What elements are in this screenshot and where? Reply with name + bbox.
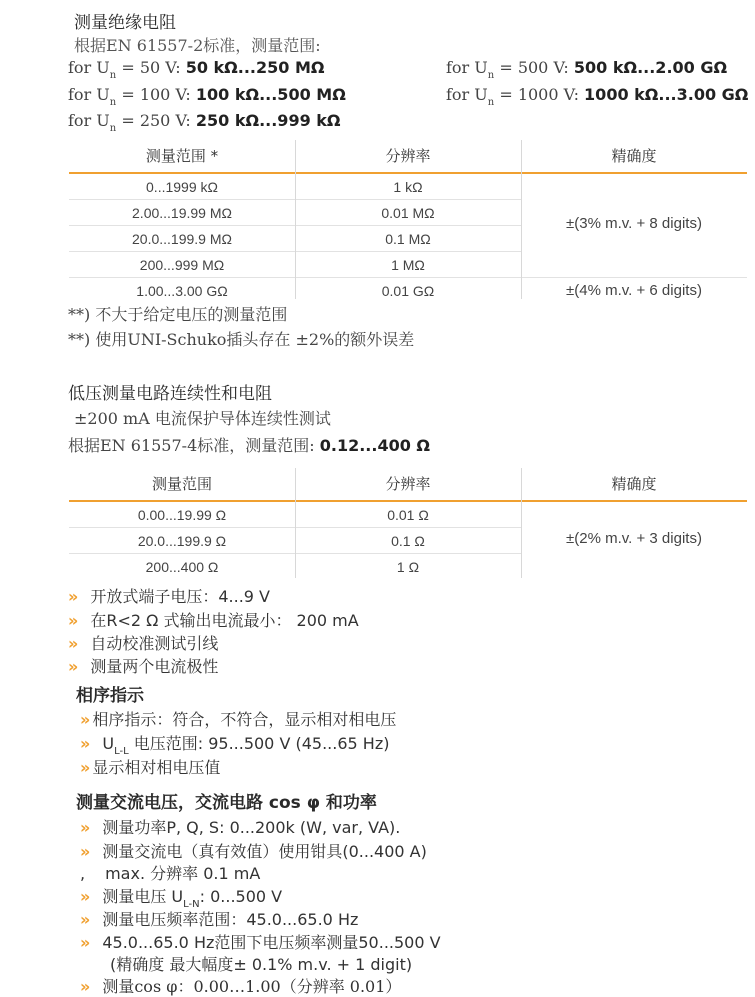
- ac-title: 测量交流电压，交流电路 cos φ 和功率: [76, 793, 377, 813]
- cell-range: 20.0...199.9 MΩ: [132, 231, 232, 247]
- cell-resolution: 1 kΩ: [393, 179, 423, 195]
- column-divider: [295, 140, 296, 299]
- cell-resolution: 0.1 MΩ: [385, 231, 431, 247]
- note-1: **) 不大于给定电压的测量范围: [68, 305, 288, 324]
- continuity-line2: 根据EN 61557-4标准，测量范围: 0.12...400 Ω: [68, 436, 431, 455]
- insulation-range-500v: for $U_n = 500$ V: 500 kΩ...2.00 GΩ: [446, 58, 728, 81]
- list-item-continuation: , max. 分辨率 0.1 mA: [80, 864, 261, 883]
- list-item: » 45.0...65.0 Hz范围下电压频率测量50...500 V: [80, 933, 441, 952]
- column-divider: [521, 468, 522, 578]
- list-item: » 测量功率P, Q, S: 0...200k (W, var, VA).: [80, 818, 401, 837]
- cell-accuracy-merged: ±(3% m.v. + 8 digits): [566, 215, 702, 232]
- list-item-continuation: (精确度 最大幅度± 0.1% m.v. + 1 digit): [110, 955, 413, 974]
- table-row: [69, 278, 747, 303]
- insulation-standard: 根据EN 61557-2标准，测量范围:: [74, 36, 321, 55]
- table-header: [69, 140, 747, 174]
- cell-range: 1.00...3.00 GΩ: [136, 283, 228, 299]
- cell-range: 2.00...19.99 MΩ: [132, 205, 232, 221]
- insulation-range-1000v: for $U_n = 1000$ V: 1000 kΩ...3.00 GΩ: [446, 85, 749, 108]
- phase-title: 相序指示: [76, 686, 144, 706]
- cell-range: 200...999 MΩ: [139, 257, 225, 273]
- list-item: » 显示相对相电压值: [80, 758, 221, 777]
- insulation-range-50v: for $U_n = 50$ V: 50 kΩ...250 MΩ: [68, 58, 325, 81]
- insulation-range-100v: for $U_n = 100$ V: 100 kΩ...500 MΩ: [68, 85, 346, 108]
- header-resolution: 分辨率: [385, 147, 431, 165]
- column-divider: [521, 140, 522, 299]
- list-item: » 测量电压频率范围：45.0...65.0 Hz: [80, 910, 359, 929]
- note-2: **) 使用UNI-Schuko插头存在 ±2%的额外误差: [68, 330, 415, 349]
- insulation-range-250v: for $U_n = 250$ V: 250 kΩ...999 kΩ: [68, 111, 341, 134]
- list-item: » 测量交流电（真有效值）使用钳具(0...400 A): [80, 842, 427, 861]
- cell-range: 200...400 Ω: [145, 559, 219, 575]
- list-item: » 测量cos φ：0.00…1.00（分辨率 0.01）: [80, 977, 402, 996]
- header-range: 测量范围: [151, 475, 212, 493]
- column-divider: [295, 468, 296, 578]
- list-item: » 测量电压 $U_{L-N}$: 0...500 V: [80, 887, 283, 910]
- cell-resolution: 1 MΩ: [391, 257, 425, 273]
- cell-accuracy: ±(4% m.v. + 6 digits): [566, 282, 702, 299]
- cell-resolution: 0.01 MΩ: [381, 205, 435, 221]
- cell-range: 0...1999 kΩ: [146, 179, 218, 195]
- list-item: » 相序指示：符合，不符合，显示相对相电压: [80, 710, 397, 729]
- cell-resolution: 1 Ω: [396, 559, 420, 575]
- cell-range: 20.0...199.9 Ω: [137, 533, 227, 549]
- list-item: » $U_{L-L}$ 电压范围: 95...500 V (45...65 Hz): [80, 734, 390, 757]
- list-item: » 在R<2 Ω 式输出电流最小： 200 mA: [68, 611, 359, 630]
- continuity-line1: ±200 mA 电流保护导体连续性测试: [74, 409, 331, 428]
- header-range: 测量范围 *: [145, 147, 219, 165]
- header-accuracy: 精确度: [611, 475, 657, 493]
- header-resolution: 分辨率: [385, 475, 431, 493]
- cell-range: 0.00...19.99 Ω: [137, 507, 227, 523]
- continuity-table: [69, 468, 747, 579]
- insulation-table: [69, 140, 747, 303]
- list-item: » 测量两个电流极性: [68, 657, 219, 676]
- list-item: » 开放式端子电压：4...9 V: [68, 587, 270, 606]
- list-item: » 自动校准测试引线: [68, 634, 219, 653]
- table-header: [69, 468, 747, 502]
- header-accuracy: 精确度: [611, 147, 657, 165]
- cell-resolution: 0.01 GΩ: [381, 283, 435, 299]
- cell-resolution: 0.01 Ω: [387, 507, 429, 523]
- continuity-title: 低压测量电路连续性和电阻: [68, 384, 272, 404]
- insulation-title: 测量绝缘电阻: [74, 13, 176, 33]
- cell-resolution: 0.1 Ω: [391, 533, 425, 549]
- cell-accuracy-merged: ±(2% m.v. + 3 digits): [566, 530, 702, 547]
